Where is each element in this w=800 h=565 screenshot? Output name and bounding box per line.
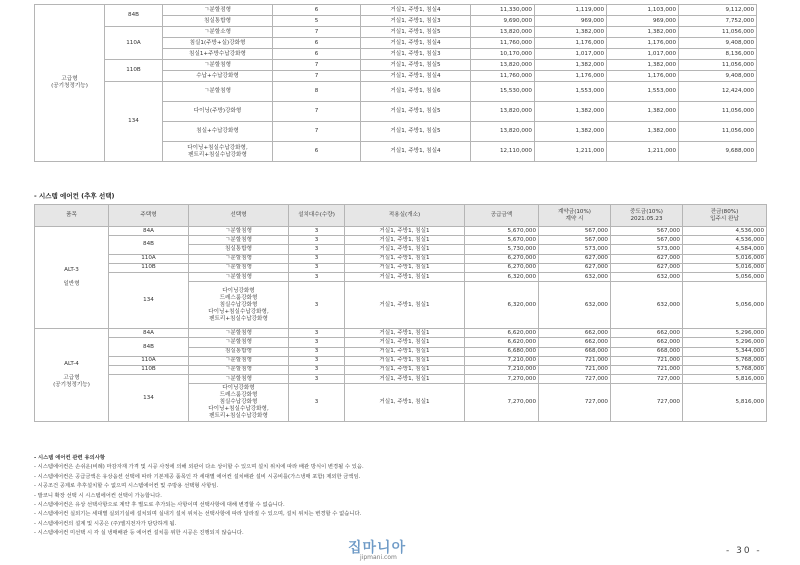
table-row: 110A ㄱ분할침형 3 거실1, 주방1, 침실1 7,210,000 721,000 721,000 5,768,000 [35,356,767,365]
table-header-row [35,205,767,227]
system-aircon-price-table [34,204,767,422]
header-balance: 잔금(80%) 입주시 완납 [683,205,767,227]
group-label-cell: ALT-4 고급형 (공기청정기능) [35,329,109,422]
table-row: 110A ㄱ분할소형 7 거실1, 주방1, 침실5 13,820,000 1,382,000 1,382,000 11,056,000 [35,27,757,38]
table-row: 134 ㄱ분할침형 3 거실1, 주방1, 침실1 7,270,000 727,000 727,000 5,816,000 [35,375,767,384]
notes-title: - 시스템 에어컨 관련 유의사항 [34,455,105,461]
table-row: 110B ㄱ분할침형 3 거실1, 주방1, 침실1 6,270,000 627,000 627,000 5,016,000 [35,263,767,272]
unit-cell: 110B [105,60,163,82]
page-number: - 30 - [726,546,762,556]
table-row: 110B ㄱ분할침형 3 거실1, 주방1, 침실1 7,210,000 721,000 721,000 5,768,000 [35,365,767,374]
note-item: - 시스템에어컨은 손쉬운(비례) 마감자재 가격 및 시공 사정에 의해 외관이 다소 상이할 수 있으며 설치 위치에 따라 배관 방식이 변경될 수 있음. [34,464,364,471]
table-row: ALT-4 고급형 (공기청정기능) 84A ㄱ분할침형 3 거실1, 주방1, 침실1 6,620,000 662,000 662,000 5,296,000 [35,329,767,338]
note-item: - 시스템에어컨의 설계 및 시공은 (주)엘지전자가 담당하게 됨. [34,520,177,527]
table-row: 84B ㄱ분할침형 3 거실1, 주방1, 침실1 5,670,000 567,000 567,000 4,536,000 [35,236,767,245]
table-row: 고급형 (공기청정기능) 84B ㄱ분할점형 6 거실1, 주방1, 침실4 11,330,000 1,119,000 1,103,000 9,112,000 [35,5,757,16]
note-item: - 시스템에어컨은 유상 선택사항으로 계약 후 별도로 추가되는 사항이며 선택사항에 대해 변경할 수 없습니다. [34,502,285,509]
header-unit: 주택형 [109,205,189,227]
table-row: 침실통합형 3 거실1, 주방1, 침실1 5,730,000 573,000 573,000 4,584,000 [35,245,767,254]
header-contract: 계약금(10%) 계약 시 [539,205,611,227]
unit-cell: 84B [105,5,163,27]
notes-section [34,454,774,539]
group-label-cell: 고급형 (공기청정기능) [35,5,105,162]
table-row: 134 ㄱ분할침형 3 거실1, 주방1, 침실1 6,320,000 632,000 632,000 5,056,000 [35,272,767,281]
watermark-logo [320,537,450,563]
table-row: 134 ㄱ분할침형 8 거실1, 주방1, 침실6 15,530,000 1,553,000 1,553,000 12,424,000 [35,82,757,102]
table-row: 84B ㄱ분할침형 3 거실1, 주방1, 침실1 6,620,000 662,000 662,000 5,296,000 [35,338,767,347]
note-item: - 시공조건 공제로 추후설치할 수 없으며 시스템에어컨 및 주방용 선택형 사항임. [34,483,219,490]
table-row: 침실통합형 5 거실1, 주방1, 침실3 9,690,000 969,000 969,000 7,752,000 [35,16,757,27]
section-title: - 시스템 에어컨 (추후 선택) [34,192,115,200]
header-middle: 중도금(10%) 2021.05.23 [611,205,683,227]
table-row: 침실+수납강화형 7 거실1, 주방1, 침실5 13,820,000 1,382,000 1,382,000 11,056,000 [35,122,757,142]
table-row: 110B ㄱ분할침형 7 거실1, 주방1, 침실5 13,820,000 1,382,000 1,382,000 11,056,000 [35,60,757,71]
table-row: ALT-3 일반형 84A ㄱ분할침형 3 거실1, 주방1, 침실1 5,670,000 567,000 567,000 4,536,000 [35,227,767,236]
logo-url: jipmani.com [360,554,397,561]
header-place: 적용실(개소) [345,205,465,227]
table-row: 다이닝+침실수납강화형, 펜트리+침실수납강화형 6 거실1, 주방1, 침실4 12,110,000 1,211,000 1,211,000 9,688,000 [35,142,757,162]
group-label-cell: ALT-3 일반형 [35,227,109,329]
table-row: 침실1(주방+실)강화형 6 거실1, 주방1, 침실4 11,760,000 1,176,000 1,176,000 9,408,000 [35,38,757,49]
note-item: - 시스템에어컨 실외기는 세대별 실외기실에 설치되며 실내기 설치 위치는 선택사항에 따라 달라질 수 있으며, 설치 위치는 변경할 수 없습니다. [34,511,362,518]
table-row: 110A ㄱ분할침형 3 거실1, 주방1, 침실1 6,270,000 627,000 627,000 5,016,000 [35,254,767,263]
header-total: 공급금액 [465,205,539,227]
table-row: 다이닝(주방)강화형 7 거실1, 주방1, 침실5 13,820,000 1,382,000 1,382,000 11,056,000 [35,102,757,122]
table-row: 침실통합형 3 거실1, 주방1, 침실1 6,680,000 668,000 668,000 5,344,000 [35,347,767,356]
upper-price-table [34,4,757,162]
logo-wordmark: 집마니아 [348,540,407,556]
table-row: 다이닝강화형 드레스룸강화형 침실수납강화형 다이닝+침실수납강화형, 펜트리+침실수납강화형 3 거실1, 주방1, 침실1 7,270,000 727,000 727,000 5,816,000 [35,384,767,422]
table-row: 수납+수납강화형 7 거실1, 주방1, 침실4 11,760,000 1,176,000 1,176,000 9,408,000 [35,71,757,82]
header-category: 품목 [35,205,109,227]
table-row: 다이닝강화형 드레스룸강화형 침실수납강화형 다이닝+침실수납강화형, 펜트리+침실수납강화형 3 거실1, 주방1, 침실1 6,320,000 632,000 632,000 5,056,000 [35,282,767,329]
unit-cell: 134 [105,82,163,162]
header-count: 설치대수(수량) [289,205,345,227]
unit-cell: 110A [105,27,163,60]
note-item: - 시스템에어컨 미선택 시 각 실 냉매배관 등 에어컨 설치를 위한 시공은 진행되지 않습니다. [34,530,244,537]
table-row: 침실1+주방수납강화형 6 거실1, 주방1, 침실3 10,170,000 1,017,000 1,017,000 8,136,000 [35,49,757,60]
note-item: - 시스템에어컨은 공급금액은 유상옵션 선택에 따라 기본제공 품목인 각 세대별 에어컨 설치배관 설비 시공비를(가스냉매 포함) 제외한 금액임. [34,473,361,480]
note-item: - 발코니 확장 선택 시 시스템에어컨 선택이 가능합니다. [34,492,162,499]
header-type: 선택형 [189,205,289,227]
